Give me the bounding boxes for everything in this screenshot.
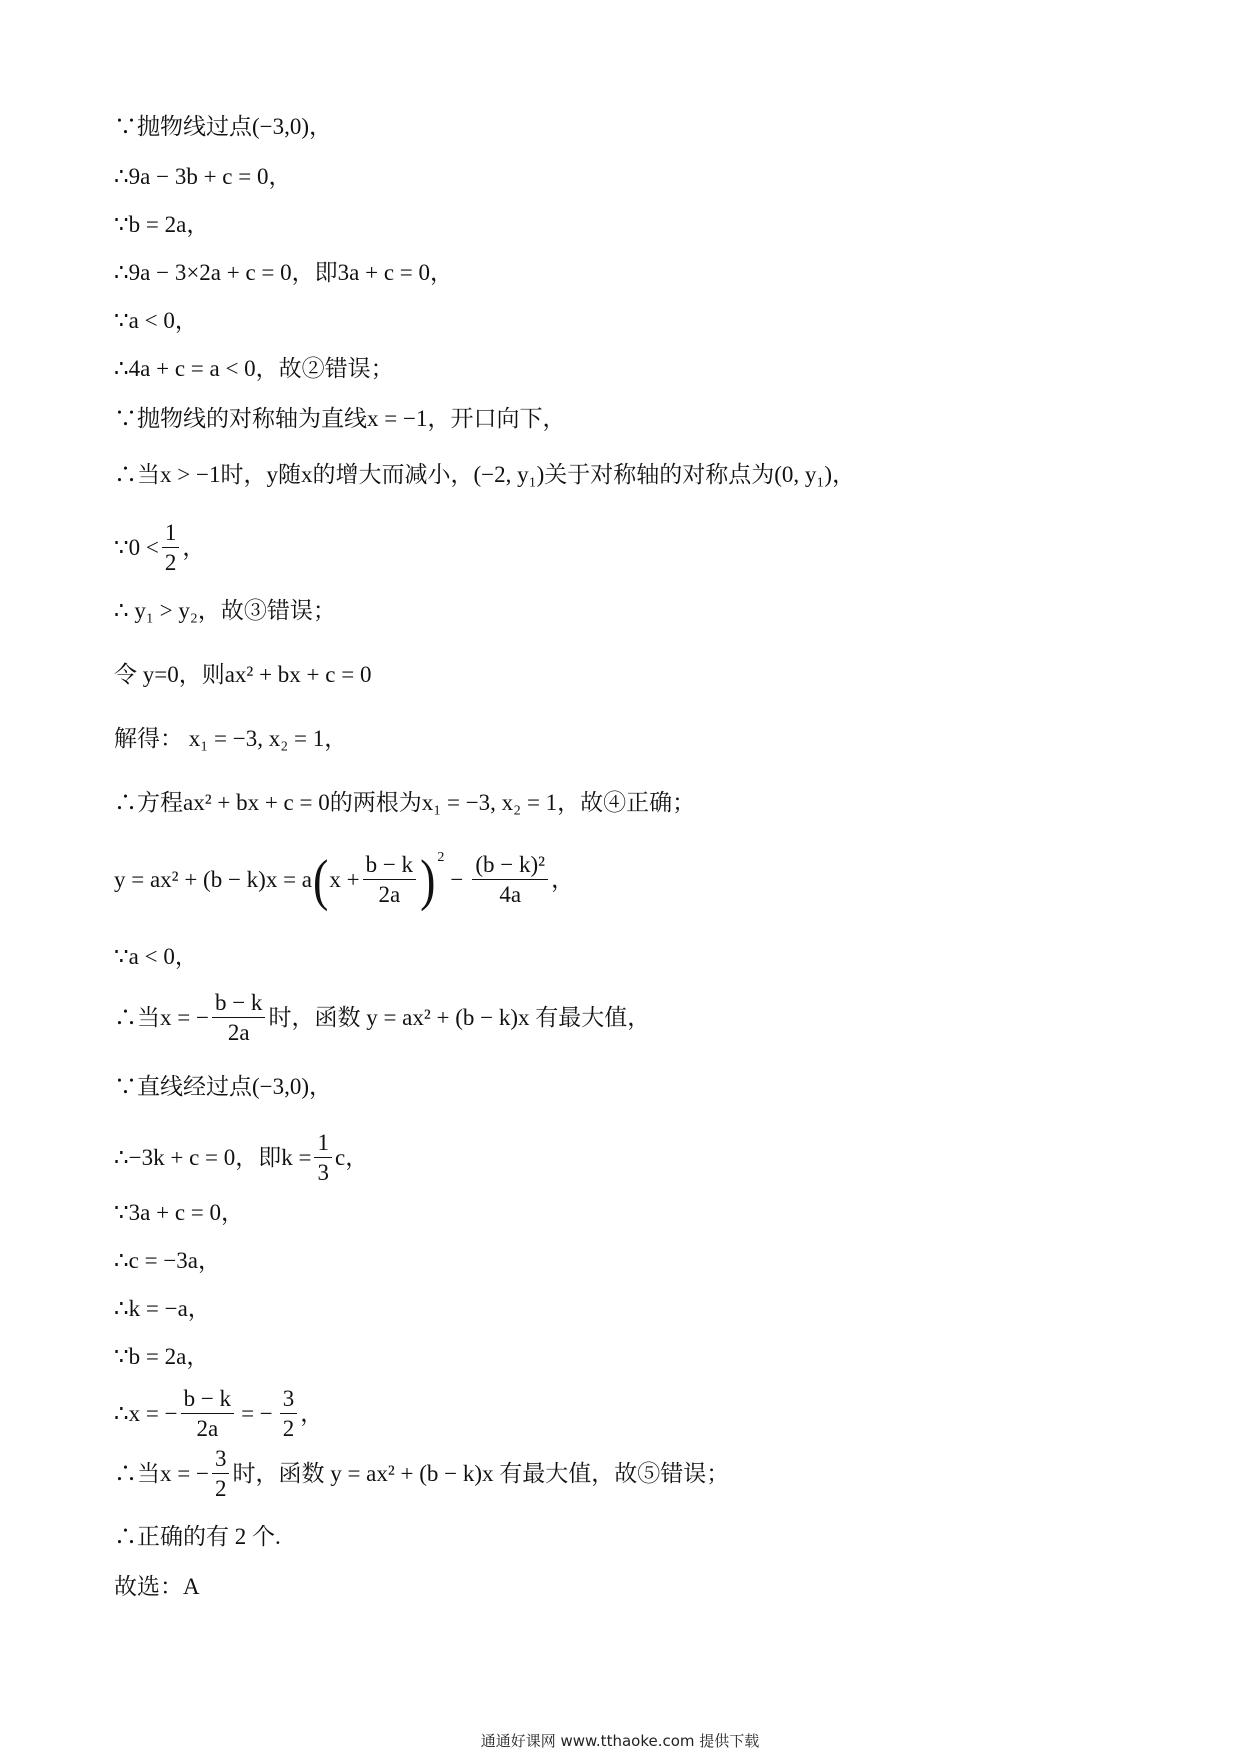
- denominator: 3: [317, 1160, 329, 1186]
- text: ，: [551, 866, 575, 892]
- numerator: b − k: [363, 852, 416, 880]
- step-parabola-point: ∵抛物线过点(−3,0)，: [114, 114, 333, 139]
- denominator: 2: [164, 550, 177, 576]
- text: 时，函数 y = ax² + (b − k)x 有最大值，: [268, 1004, 651, 1030]
- step-b-2a: ∵b = 2a，: [114, 212, 210, 237]
- step-vertex-form: [114, 847, 1180, 912]
- numerator: b − k: [212, 990, 265, 1018]
- numerator: 3: [212, 1446, 230, 1474]
- step-line-point: ∵直线经过点(−3,0)，: [114, 1074, 333, 1099]
- step-axis: ∵抛物线的对称轴为直线x = −1，开口向下，: [114, 406, 566, 431]
- fraction-b-k-2a: [363, 852, 416, 908]
- page-footer: 通通好课网 www.tthaoke.com 提供下载: [480, 1732, 760, 1750]
- step-conclusion-3: ∴ y₁ > y₂，故③错误；: [114, 598, 336, 623]
- denominator: 2: [282, 1416, 295, 1442]
- step-3a-c-2: ∵3a + c = 0，: [114, 1200, 244, 1225]
- step-k-neg-a: ∴k = −a，: [114, 1296, 211, 1321]
- text: c，: [334, 1144, 369, 1170]
- step-zero-lt-half: [114, 520, 1180, 576]
- text: ∴−3k + c = 0，即k =: [114, 1144, 312, 1170]
- step-max-value: [114, 990, 1180, 1046]
- step-count-correct: ∴正确的有 2 个.: [114, 1524, 281, 1549]
- minus: −: [450, 866, 464, 892]
- step-substitute: ∴9a − 3b + c = 0，: [114, 164, 292, 189]
- exponent: 2: [437, 849, 445, 865]
- step-let-y-zero: 令 y=0，则ax² + bx + c = 0: [114, 662, 372, 687]
- text: x +: [329, 866, 360, 892]
- fraction-b-k-2a: [181, 1386, 234, 1442]
- numerator: 1: [162, 520, 180, 548]
- text: = −: [241, 1400, 273, 1426]
- step-answer: 故选：A: [114, 1574, 200, 1599]
- fraction-bk2-4a: [472, 852, 548, 908]
- text: 时，函数 y = ax² + (b − k)x 有最大值，故⑤错误；: [232, 1460, 730, 1486]
- denominator: 4a: [499, 882, 522, 908]
- step-b-2a-2: ∵b = 2a，: [114, 1344, 210, 1369]
- numerator: 1: [314, 1130, 332, 1158]
- fraction-b-k-2a: [212, 990, 265, 1046]
- text: ∴x = −: [114, 1400, 178, 1426]
- right-paren: ): [420, 847, 436, 912]
- denominator: 2a: [196, 1416, 219, 1442]
- fraction-third: [314, 1130, 332, 1186]
- denominator: 2a: [378, 882, 401, 908]
- text: ，: [182, 534, 206, 560]
- step-3a-c: ∴9a − 3×2a + c = 0，即3a + c = 0，: [114, 260, 454, 285]
- step-a-neg: ∵a < 0，: [114, 308, 198, 333]
- denominator: 2a: [227, 1020, 250, 1046]
- step-k-value: [114, 1130, 1180, 1186]
- step-a-neg-2: ∵a < 0，: [114, 944, 198, 969]
- step-conclusion-5: [114, 1446, 1180, 1502]
- text: y = ax² + (b − k)x = a: [114, 866, 313, 892]
- step-x-value: [114, 1386, 1180, 1442]
- text: ∴当x = −: [114, 1004, 209, 1030]
- step-conclusion-4: ∴方程ax² + bx + c = 0的两根为x₁ = −3, x₂ = 1，故④正确；: [114, 790, 696, 815]
- numerator: b − k: [181, 1386, 234, 1414]
- fraction-half: [162, 520, 180, 576]
- denominator: 2: [214, 1476, 227, 1502]
- text: ，: [300, 1400, 324, 1426]
- left-paren: (: [313, 847, 329, 912]
- step-c-value: ∴c = −3a，: [114, 1248, 221, 1273]
- text: ∴当x = −: [114, 1460, 209, 1486]
- step-conclusion-2: ∴4a + c = a < 0，故②错误；: [114, 356, 394, 381]
- numerator: (b − k)²: [472, 852, 548, 880]
- step-solve: 解得： x₁ = −3, x₂ = 1，: [114, 726, 348, 751]
- fraction-three-halves: [280, 1386, 298, 1442]
- step-monotonic: ∴当x > −1时，y随x的增大而减小，(−2, y₁)关于对称轴的对称点为(0, y₁)，: [114, 462, 856, 487]
- numerator: 3: [280, 1386, 298, 1414]
- text: ∵0 <: [114, 534, 159, 560]
- fraction-three-halves: [212, 1446, 230, 1502]
